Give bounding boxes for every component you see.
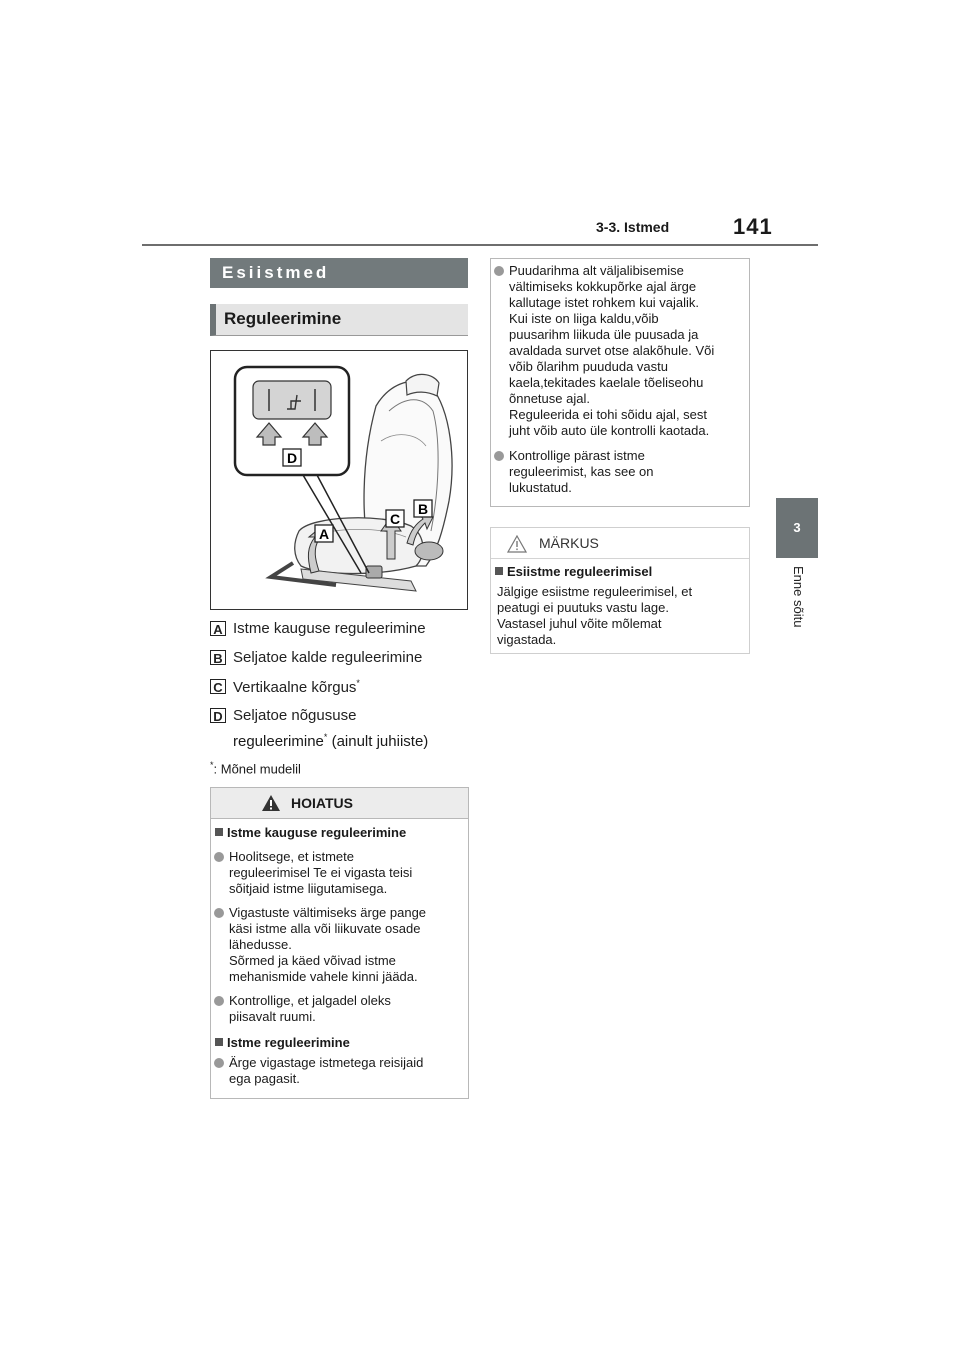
text-line: sõitjaid istme liigutamisega. (229, 881, 388, 896)
text-line: ega pagasit. (229, 1071, 300, 1086)
warning-heading-text: Istme reguleerimine (227, 1035, 350, 1050)
figure-label-d (283, 449, 301, 466)
legend-text: Seljatoe kalde reguleerimine (233, 649, 423, 666)
legend-text: Vertikaalne kõrgus (233, 679, 357, 696)
warning-bullet (491, 448, 749, 496)
notice-box (490, 527, 750, 654)
figure-label-a (315, 525, 333, 542)
bullet-icon (214, 1058, 224, 1068)
warning-bullet (491, 263, 749, 439)
svg-text:B: B (417, 501, 429, 517)
text-line: mehanismide vahele kinni jääda. (229, 969, 418, 984)
text-line: peatugi ei puutuks vastu lage. (497, 600, 670, 615)
text-line: Jälgige esiistme reguleerimisel, et (497, 584, 693, 599)
text-line: käsi istme alla või liikuvate osade (229, 921, 421, 936)
legend-text: Seljatoe nõgususe (233, 707, 357, 724)
bullet-icon (214, 852, 224, 862)
warning-title: HOIATUS (291, 795, 353, 811)
text-line: Kontrollige pärast istme (509, 448, 645, 463)
legend-text-wrap (233, 678, 360, 696)
footnote (210, 760, 301, 776)
text-line: reguleerimisel Te ei vigasta teisi (229, 865, 413, 880)
text-line: Reguleerida ei tohi sõidu ajal, sest (509, 407, 708, 422)
text-line: Hoolitsege, et istmete (229, 849, 355, 864)
square-bullet-icon (215, 1038, 223, 1046)
page-title: Esiistmed (210, 258, 468, 288)
section-subtitle: Reguleerimine (210, 304, 468, 336)
recline-knob (415, 542, 443, 560)
header-divider (142, 244, 818, 246)
seat-illustration (211, 351, 467, 609)
text-line: Vigastuste vältimiseks ärge pange (229, 905, 427, 920)
text-line: juht võib auto üle kontrolli kaotada. (509, 423, 710, 438)
text-line: Puudarihma alt väljalibisemise (509, 263, 684, 278)
svg-text:A: A (318, 526, 330, 542)
text-line: kaela,tekitades kaelale tõeliseohu (509, 375, 704, 390)
warning-bullet (211, 993, 468, 1025)
text-line: Vastasel juhul võite mõlemat (497, 616, 662, 631)
square-bullet-icon (215, 828, 223, 836)
notice-heading-text: Esiistme reguleerimisel (507, 564, 653, 579)
text-line: vigastada. (497, 632, 557, 647)
warning-continuation-box (490, 258, 750, 507)
text-line: kallutage istet rohkem kui vajalik. (509, 295, 700, 310)
text-line: reguleerimist, kas see on (509, 464, 654, 479)
footnote-mark: * (323, 732, 328, 742)
legend-text-tail: (ainult juhiiste) (327, 733, 429, 750)
footnote-text: : Mõnel mudelil (213, 761, 301, 777)
legend-letter: A (210, 621, 226, 636)
legend-letter: B (210, 650, 226, 665)
legend-letter: C (210, 679, 226, 694)
text-line: Kui iste on liiga kaldu,võib (509, 311, 659, 326)
chapter-tab-label: Enne sõitu (791, 566, 806, 628)
text-line: piisavalt ruumi. (229, 1009, 316, 1024)
warning-triangle-icon (261, 794, 281, 812)
notice-title: MÄRKUS (539, 535, 599, 551)
text-line: Sõrmed ja käed võivad istme (229, 953, 396, 968)
text-line: võib õlarihm puududa vastu (509, 359, 668, 374)
warning-bullet (211, 905, 468, 985)
text-line: puusarihm liikuda üle puusada ja (509, 327, 699, 342)
text-line: Kontrollige, et jalgadel oleks (229, 993, 391, 1008)
warning-bullet (211, 1055, 468, 1087)
text-line: lukustatud. (509, 480, 572, 495)
legend-letter: D (210, 708, 226, 723)
text-line: avaldada survet otse alakõhule. Või (509, 343, 715, 358)
bullet-icon (494, 266, 504, 276)
page-number: 141 (733, 214, 773, 239)
figure-label-c (386, 510, 404, 527)
caution-triangle-icon (507, 535, 527, 553)
bullet-icon (494, 451, 504, 461)
warning-heading (211, 1035, 468, 1051)
notice-header (491, 528, 749, 559)
warning-heading (211, 825, 468, 841)
text-line: lähedusse. (229, 937, 292, 952)
notice-text (491, 584, 749, 648)
legend-text: reguleerimine (233, 733, 324, 750)
warning-box (210, 787, 469, 1099)
text-line: Ärge vigastage istmetega reisijaid (229, 1055, 424, 1070)
bullet-icon (214, 908, 224, 918)
legend-text: Istme kauguse reguleerimine (233, 620, 426, 637)
svg-text:D: D (286, 450, 298, 466)
warning-bullet (211, 849, 468, 897)
figure-label-b (414, 500, 432, 517)
square-bullet-icon (495, 567, 503, 575)
chapter-tab-number[interactable]: 3 (776, 498, 818, 558)
section-label: 3-3. Istmed (596, 219, 670, 235)
notice-heading (491, 564, 749, 580)
text-line: õnnetuse ajal. (509, 391, 590, 406)
legend-text-continued (233, 732, 428, 750)
footnote-mark: * (210, 760, 214, 770)
warning-header (211, 788, 468, 819)
footnote-mark: * (356, 678, 360, 688)
warning-heading-text: Istme kauguse reguleerimine (227, 825, 407, 840)
seat-adjustment-figure (210, 350, 468, 610)
lumbar-switch (253, 381, 331, 419)
text-line: vältimiseks kokkupõrke ajal ärge (509, 279, 697, 294)
svg-text:C: C (389, 511, 401, 527)
bullet-icon (214, 996, 224, 1006)
